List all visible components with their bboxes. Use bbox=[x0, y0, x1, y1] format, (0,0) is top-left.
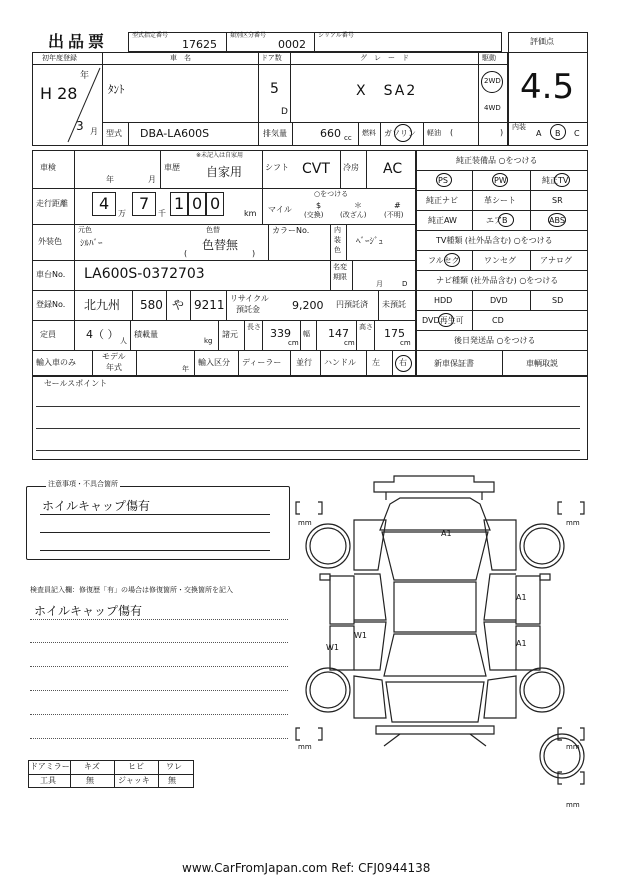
type-no-label: 型式指定番号 bbox=[132, 32, 169, 39]
height-value: 175 bbox=[384, 327, 405, 340]
displacement-value: 660 bbox=[320, 127, 341, 140]
color-label: 外装色 bbox=[38, 237, 62, 246]
color-change-label: 色替 bbox=[206, 226, 220, 234]
int-color-value: ﾍﾞｰｼﾞｭ bbox=[356, 237, 384, 247]
reg-class: 580 bbox=[140, 298, 163, 312]
tamper-text: (改ざん) bbox=[340, 211, 367, 219]
damage-mark-right-front-door: A1 bbox=[516, 593, 527, 602]
handle-left: 左 bbox=[372, 358, 380, 367]
drive-4wd: 4WD bbox=[484, 104, 501, 112]
paren-close: ) bbox=[500, 128, 504, 137]
mileage-label: 走行距離 bbox=[36, 199, 68, 208]
shift-label: シフト bbox=[265, 163, 289, 172]
import-class-label: 輸入区分 bbox=[198, 358, 230, 367]
dim-label: 諸元 bbox=[222, 330, 238, 339]
capacity-value: 4（ ） bbox=[86, 328, 119, 341]
color-code-label: カラーNo. bbox=[272, 226, 310, 235]
model-value: DBA-LA600S bbox=[140, 127, 210, 140]
width-value: 147 bbox=[328, 327, 349, 340]
year-suffix: 年 bbox=[80, 71, 90, 81]
serial-label: シリアル番号 bbox=[318, 32, 354, 39]
mm-front-right: mm bbox=[566, 519, 580, 527]
door-type: D bbox=[281, 107, 288, 117]
equip-navi: 純正ナビ bbox=[426, 196, 458, 205]
height-label: 高さ bbox=[359, 323, 373, 331]
mm-rear-left: mm bbox=[298, 743, 312, 751]
chassis-label: 車台No. bbox=[36, 270, 66, 279]
name-change-day: D bbox=[402, 280, 408, 288]
grade-label: グ レ ー ド bbox=[360, 54, 409, 62]
equip-pw: PW bbox=[494, 176, 507, 185]
notes-label: 注意事項・不具合箇所 bbox=[48, 480, 118, 488]
inspector-text: ホイルキャップ傷有 bbox=[34, 604, 143, 618]
mini-header-mirror: ドアミラー bbox=[30, 762, 70, 771]
interior-a: A bbox=[536, 129, 542, 138]
mileage-sen: 千 bbox=[158, 209, 166, 218]
first-reg-label: 初年度登録 bbox=[42, 54, 77, 62]
damage-mark-windshield: W1 bbox=[354, 631, 367, 640]
recycle-unit: 円預託済 bbox=[336, 300, 368, 309]
mileage-circle-note: ○をつける bbox=[314, 190, 349, 198]
sales-point-label: セールスポイント bbox=[44, 379, 108, 388]
damage-mark-hood: A1 bbox=[441, 529, 452, 538]
notes-text: ホイルキャップ傷有 bbox=[42, 499, 151, 513]
full-seg-circle bbox=[444, 253, 460, 267]
handle-right: 右 bbox=[399, 358, 407, 367]
equip-airbag: エアB bbox=[486, 216, 508, 225]
ac-value: AC bbox=[383, 161, 403, 177]
tv-one-seg: ワンセグ bbox=[484, 256, 516, 265]
width-label: 幅 bbox=[303, 330, 310, 338]
fuel-label: 燃料 bbox=[362, 129, 376, 137]
height-cm: cm bbox=[400, 339, 411, 347]
mileage-man: 万 bbox=[118, 209, 126, 218]
model-label: 型式 bbox=[106, 129, 122, 138]
tv-type-label: TV種類 (社外品含む) ○をつける bbox=[436, 236, 553, 245]
navi-dvd-play: DVD再生可 bbox=[422, 316, 464, 325]
abs-circle bbox=[548, 213, 566, 227]
inspector-label: 検査員記入欄：修復歴「有」の場合は修復箇所・交換箇所を記入 bbox=[30, 586, 233, 594]
fuel-gasoline-circle bbox=[394, 124, 412, 142]
ps-circle bbox=[436, 173, 452, 187]
footer-ref: www.CarFromJapan.com Ref: CFJ0944138 bbox=[182, 861, 431, 875]
mini-header-crack: ヒビ bbox=[128, 762, 144, 771]
fuel-value: ガソリン bbox=[384, 129, 416, 138]
dvd-play-circle bbox=[438, 313, 454, 327]
color-change-value: 色替無 bbox=[202, 238, 239, 252]
mm-spare: mm bbox=[566, 801, 580, 809]
mini-value-jack: ジャッキ bbox=[118, 776, 150, 785]
notes-box bbox=[26, 486, 290, 560]
recycle-unpaid: 未預託 bbox=[382, 300, 406, 309]
name-label: 車 名 bbox=[170, 54, 191, 62]
genuine-label: 純正装備品 ○をつける bbox=[456, 156, 538, 165]
car-damage-diagram bbox=[290, 470, 590, 810]
interior-b-circle bbox=[550, 124, 566, 140]
orig-color-label: 元色 bbox=[78, 226, 92, 234]
length-label: 長さ bbox=[247, 323, 261, 331]
model-year-unit: 年 bbox=[182, 365, 189, 373]
vehicle-name: ﾀﾝﾄ bbox=[108, 83, 125, 96]
inspection-year: 年 bbox=[106, 175, 114, 184]
dealer-option: ディーラー bbox=[242, 358, 282, 367]
later-warranty: 新車保証書 bbox=[434, 359, 474, 368]
score-label: 評価点 bbox=[530, 37, 554, 46]
displacement-label: 排気量 bbox=[263, 129, 287, 138]
tv-circle bbox=[554, 173, 570, 187]
inspection-month: 月 bbox=[148, 175, 156, 184]
interior-b: B bbox=[555, 129, 561, 138]
name-change-label-1: 名変 bbox=[333, 263, 347, 271]
load-unit: kg bbox=[204, 337, 213, 345]
width-cm: cm bbox=[344, 339, 355, 347]
import-label: 輸入車のみ bbox=[36, 358, 76, 367]
mile-label: マイル bbox=[268, 205, 292, 214]
tamper-sym: ＊ bbox=[354, 201, 362, 210]
handle-label: ハンドル bbox=[324, 358, 356, 367]
color-paren-close: ) bbox=[252, 249, 256, 258]
mini-value-tools: 工具 bbox=[40, 776, 56, 785]
reg-area: 北九州 bbox=[84, 298, 121, 312]
mileage-digit-4: 0 bbox=[192, 194, 203, 213]
drive-2wd: 2WD bbox=[484, 77, 501, 85]
usage-label: 車歴 bbox=[164, 163, 180, 172]
navi-dvd: DVD bbox=[490, 296, 508, 305]
later-label: 後日発送品 ○をつける bbox=[454, 336, 536, 345]
tv-full-seg: フルセグ bbox=[428, 256, 460, 265]
type-no-value: 17625 bbox=[182, 38, 217, 51]
navi-sd: SD bbox=[552, 296, 564, 305]
navi-cd: CD bbox=[492, 316, 504, 325]
name-change-label-2: 期限 bbox=[333, 273, 347, 281]
orig-color-value: ｼﾙﾊﾞｰ bbox=[80, 239, 103, 249]
mini-header-scratch: キズ bbox=[84, 762, 100, 771]
length-cm: cm bbox=[288, 339, 299, 347]
doors-label: ドア数 bbox=[261, 54, 282, 62]
month-suffix: 月 bbox=[90, 127, 98, 136]
mini-header-break: ワレ bbox=[166, 762, 182, 771]
navi-hdd: HDD bbox=[434, 296, 453, 305]
mm-front-left: mm bbox=[298, 519, 312, 527]
details-block bbox=[32, 150, 416, 376]
reg-num: 9211 bbox=[194, 298, 225, 312]
class-no-value: 0002 bbox=[278, 38, 306, 51]
usage-note: ※未記入は自家用 bbox=[196, 152, 244, 159]
ac-label: 冷房 bbox=[343, 163, 359, 172]
exchange-text: (交換) bbox=[304, 211, 324, 219]
navi-type-label: ナビ種類 (社外品含む) ○をつける bbox=[436, 276, 559, 285]
reg-label: 登録No. bbox=[36, 300, 66, 309]
name-change-month: 月 bbox=[376, 280, 383, 288]
interior-label: 内装 bbox=[512, 123, 526, 131]
exchange-sym: $ bbox=[316, 201, 322, 210]
capacity-label: 定員 bbox=[40, 330, 56, 339]
mileage-digit-1: 4 bbox=[99, 194, 110, 213]
doors-value: 5 bbox=[270, 81, 279, 97]
mini-value-tools-status: 無 bbox=[86, 776, 94, 785]
int-color-label-3: 色 bbox=[334, 246, 341, 254]
pw-circle bbox=[492, 173, 508, 187]
paren-open: ( bbox=[450, 128, 454, 137]
model-year-label-2: 年式 bbox=[106, 363, 122, 372]
equip-sr: SR bbox=[552, 196, 563, 205]
mileage-digit-5: 0 bbox=[210, 194, 221, 213]
mileage-digit-3: 1 bbox=[174, 194, 185, 213]
class-no-label: 類別区分番号 bbox=[230, 32, 267, 39]
form-title: 出品票 bbox=[48, 32, 109, 51]
mileage-digit-2: 7 bbox=[139, 194, 150, 213]
equip-leather: 革シート bbox=[484, 196, 516, 205]
airbag-circle bbox=[498, 213, 514, 227]
int-color-label-2: 装 bbox=[334, 236, 341, 244]
int-color-label-1: 内 bbox=[334, 226, 341, 234]
mm-rear-right: mm bbox=[566, 743, 580, 751]
damage-mark-right-rear-door: A1 bbox=[516, 639, 527, 648]
unknown-text: (不明) bbox=[384, 211, 404, 219]
cc-unit: cc bbox=[344, 134, 352, 142]
usage-value: 自家用 bbox=[206, 165, 243, 179]
equip-abs: ABS bbox=[549, 216, 565, 225]
unknown-sym: # bbox=[394, 201, 401, 210]
grade-value: X SA2 bbox=[356, 83, 418, 99]
shift-value: CVT bbox=[302, 161, 330, 177]
recycle-label-1: リサイクル bbox=[230, 294, 269, 303]
tv-analog: アナログ bbox=[540, 256, 572, 265]
capacity-unit: 人 bbox=[120, 337, 127, 345]
color-paren-open: ( bbox=[184, 249, 188, 258]
recycle-amount: 9,200 bbox=[292, 299, 324, 312]
first-reg-era: H 28 bbox=[40, 84, 78, 103]
later-manual: 車輌取説 bbox=[526, 359, 558, 368]
mini-value-jack-status: 無 bbox=[168, 776, 176, 785]
model-year-label-1: モデル bbox=[102, 352, 126, 361]
sales-point-box bbox=[32, 376, 588, 460]
load-label: 積載量 bbox=[134, 330, 158, 339]
handle-right-circle bbox=[395, 355, 412, 372]
drive-label: 駆動 bbox=[482, 54, 496, 62]
mileage-km: km bbox=[244, 209, 257, 218]
chassis-value: LA600S-0372703 bbox=[84, 266, 205, 282]
first-reg-month: 3 bbox=[76, 119, 84, 133]
length-value: 339 bbox=[270, 327, 291, 340]
parallel-option: 並行 bbox=[296, 358, 312, 367]
inspection-label: 車検 bbox=[40, 163, 56, 172]
light-oil-label: 軽油 bbox=[427, 129, 441, 137]
score-value: 4.5 bbox=[520, 67, 575, 107]
reg-kana: や bbox=[172, 298, 185, 312]
equip-ps: PS bbox=[438, 176, 448, 185]
damage-mark-left-door: W1 bbox=[326, 643, 339, 652]
equip-aw: 純正AW bbox=[428, 216, 457, 225]
equip-tv: 純正TV bbox=[542, 176, 569, 185]
interior-c: C bbox=[574, 129, 580, 138]
recycle-label-2: 預託金 bbox=[236, 305, 260, 314]
